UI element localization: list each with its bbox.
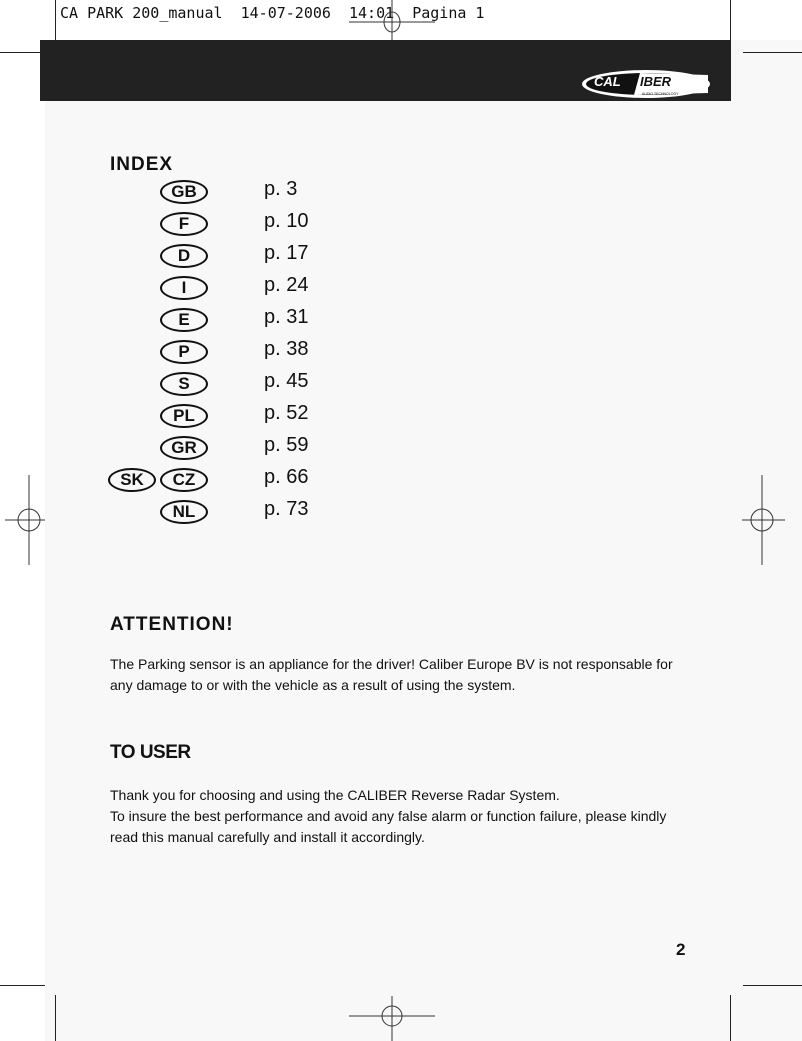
index-entry bbox=[0, 210, 400, 238]
country-badge: NL bbox=[160, 500, 208, 524]
to-user-line2: To insure the best performance and avoid any false alarm or function failure, please kindly read this manual carefully and install it accordingly. bbox=[110, 808, 667, 845]
country-badge: I bbox=[160, 276, 208, 300]
page-ref: p. 38 bbox=[264, 338, 309, 360]
page-ref: p. 52 bbox=[264, 402, 309, 424]
country-badge: P bbox=[160, 340, 208, 364]
country-badge: E bbox=[160, 308, 208, 332]
index-entry bbox=[0, 242, 400, 270]
country-badge: PL bbox=[160, 404, 208, 428]
index-entry bbox=[0, 338, 400, 366]
index-entry bbox=[0, 274, 400, 302]
attention-title: ATTENTION! bbox=[110, 614, 234, 635]
to-user-title: TO USER bbox=[110, 742, 191, 763]
svg-text:IBER: IBER bbox=[640, 74, 672, 89]
country-badge: SK bbox=[108, 468, 156, 492]
print-slug: CA PARK 200_manual 14-07-2006 14:01 Pagina 1 bbox=[60, 4, 485, 22]
index-entry bbox=[0, 370, 400, 398]
page-ref: p. 59 bbox=[264, 434, 309, 456]
country-badge: GB bbox=[160, 180, 208, 204]
index-entry bbox=[0, 306, 400, 334]
index-entry bbox=[0, 178, 400, 206]
page-ref: p. 66 bbox=[264, 466, 309, 488]
country-badge: S bbox=[160, 372, 208, 396]
index-entry bbox=[0, 402, 400, 430]
attention-text: The Parking sensor is an appliance for the driver! Caliber Europe BV is not responsable for any damage to or with the vehicle as a result of using the system. bbox=[110, 656, 673, 693]
page-ref: p. 45 bbox=[264, 370, 309, 392]
page-ref: p. 73 bbox=[264, 498, 309, 520]
country-badge: GR bbox=[160, 436, 208, 460]
index-title: INDEX bbox=[110, 154, 174, 175]
to-user-line1: Thank you for choosing and using the CALIBER Reverse Radar System. bbox=[110, 787, 560, 803]
page-ref: p. 3 bbox=[264, 178, 298, 200]
country-badge: CZ bbox=[160, 468, 208, 492]
svg-text:CAL: CAL bbox=[594, 74, 621, 89]
caliber-logo bbox=[580, 69, 712, 99]
page-ref: p. 17 bbox=[264, 242, 309, 264]
country-badge: D bbox=[160, 244, 208, 268]
page-ref: p. 31 bbox=[264, 306, 309, 328]
svg-text:AUDIO TECHNOLOGY: AUDIO TECHNOLOGY bbox=[642, 92, 679, 96]
page-ref: p. 24 bbox=[264, 274, 309, 296]
page-number: 2 bbox=[676, 940, 686, 959]
country-badge: F bbox=[160, 212, 208, 236]
page-ref: p. 10 bbox=[264, 210, 309, 232]
index-entry bbox=[0, 498, 400, 526]
index-entry bbox=[0, 466, 400, 494]
index-entry bbox=[0, 434, 400, 462]
